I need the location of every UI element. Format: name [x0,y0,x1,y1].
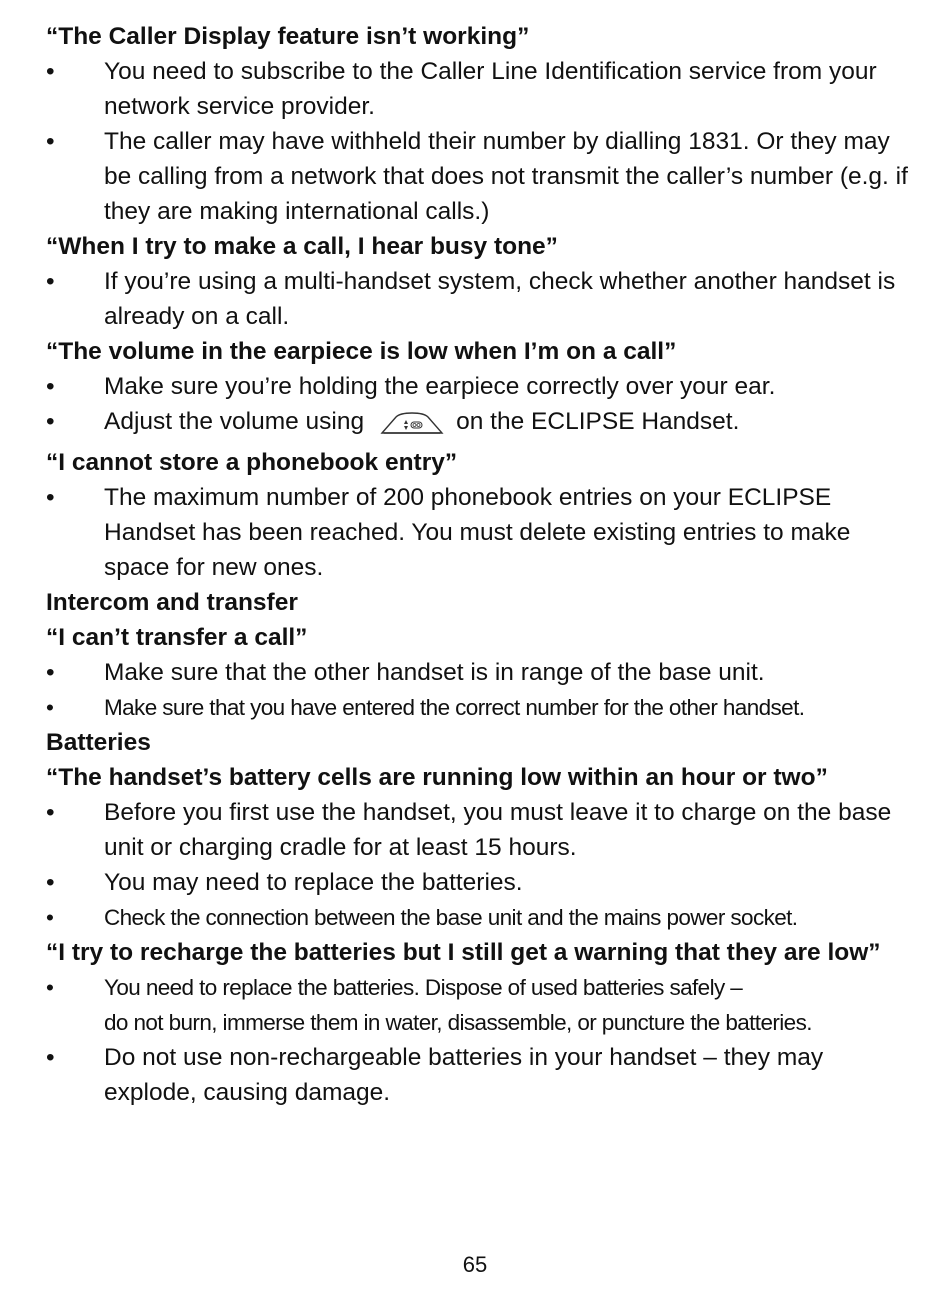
list-item: • Check the connection between the base unit and the mains power socket. [46,900,916,935]
bullet-mark: • [46,659,55,686]
list-item: • You need to replace the batteries. Dispose of used batteries safely – do not burn, immerse them in water, disassemble, or puncture the batteries. [46,970,916,1040]
bullet-mark: • [46,975,54,1000]
list-item: • Make sure you’re holding the earpiece correctly over your ear. [46,369,916,404]
troubleshooting-content [46,19,916,1110]
bullet-mark: • [46,905,54,930]
heading-recharge: “I try to recharge the batteries but I still get a warning that they are low” [46,939,881,966]
bullet-mark: • [46,128,55,155]
list-item: • You may need to replace the batteries. [46,865,916,900]
bullet-mark: • [46,484,55,511]
page-number: 65 [462,1252,488,1277]
bullet-mark: • [46,58,55,85]
list-item: • The maximum number of 200 phonebook entries on your ECLIPSE Handset has been reached. You must delete existing entries to make space for new ones. [46,480,916,585]
bullet-mark: • [46,869,55,896]
heading-transfer: “I can’t transfer a call” [46,624,308,651]
heading-caller-display: “The Caller Display feature isn’t working” [46,23,530,50]
bullet-mark: • [46,799,55,826]
list-item: • The caller may have withheld their number by dialling 1831. Or they may be calling from a network that does not transmit the caller’s number (e.g. if they are making international calls.) [46,124,916,229]
heading-phonebook: “I cannot store a phonebook entry” [46,449,458,476]
bullet-mark: • [46,695,54,720]
list-item: • Do not use non-rechargeable batteries in your handset – they may explode, causing damage. [46,1040,916,1110]
bullet-mark: • [46,408,55,435]
list-item: • You need to subscribe to the Caller Line Identification service from your network service provider. [46,54,916,124]
bullet-mark: • [46,268,55,295]
bullet-mark: • [46,1044,55,1071]
section-title-intercom: Intercom and transfer [46,589,298,616]
heading-busy-tone: “When I try to make a call, I hear busy tone” [46,233,558,260]
list-item: • Make sure that you have entered the correct number for the other handset. [46,690,916,725]
list-item: • If you’re using a multi-handset system, check whether another handset is already on a call. [46,264,916,334]
list-item: • Adjust the volume using on the ECLIPSE Handset. [46,404,916,445]
heading-volume: “The volume in the earpiece is low when I’m on a call” [46,338,677,365]
volume-key-icon [380,410,444,445]
list-item: • Make sure that the other handset is in range of the base unit. [46,655,916,690]
bullet-mark: • [46,373,55,400]
heading-battery-low: “The handset’s battery cells are running low within an hour or two” [46,764,828,791]
list-item: • Before you first use the handset, you must leave it to charge on the base unit or charging cradle for at least 15 hours. [46,795,916,865]
section-title-batteries: Batteries [46,729,151,756]
